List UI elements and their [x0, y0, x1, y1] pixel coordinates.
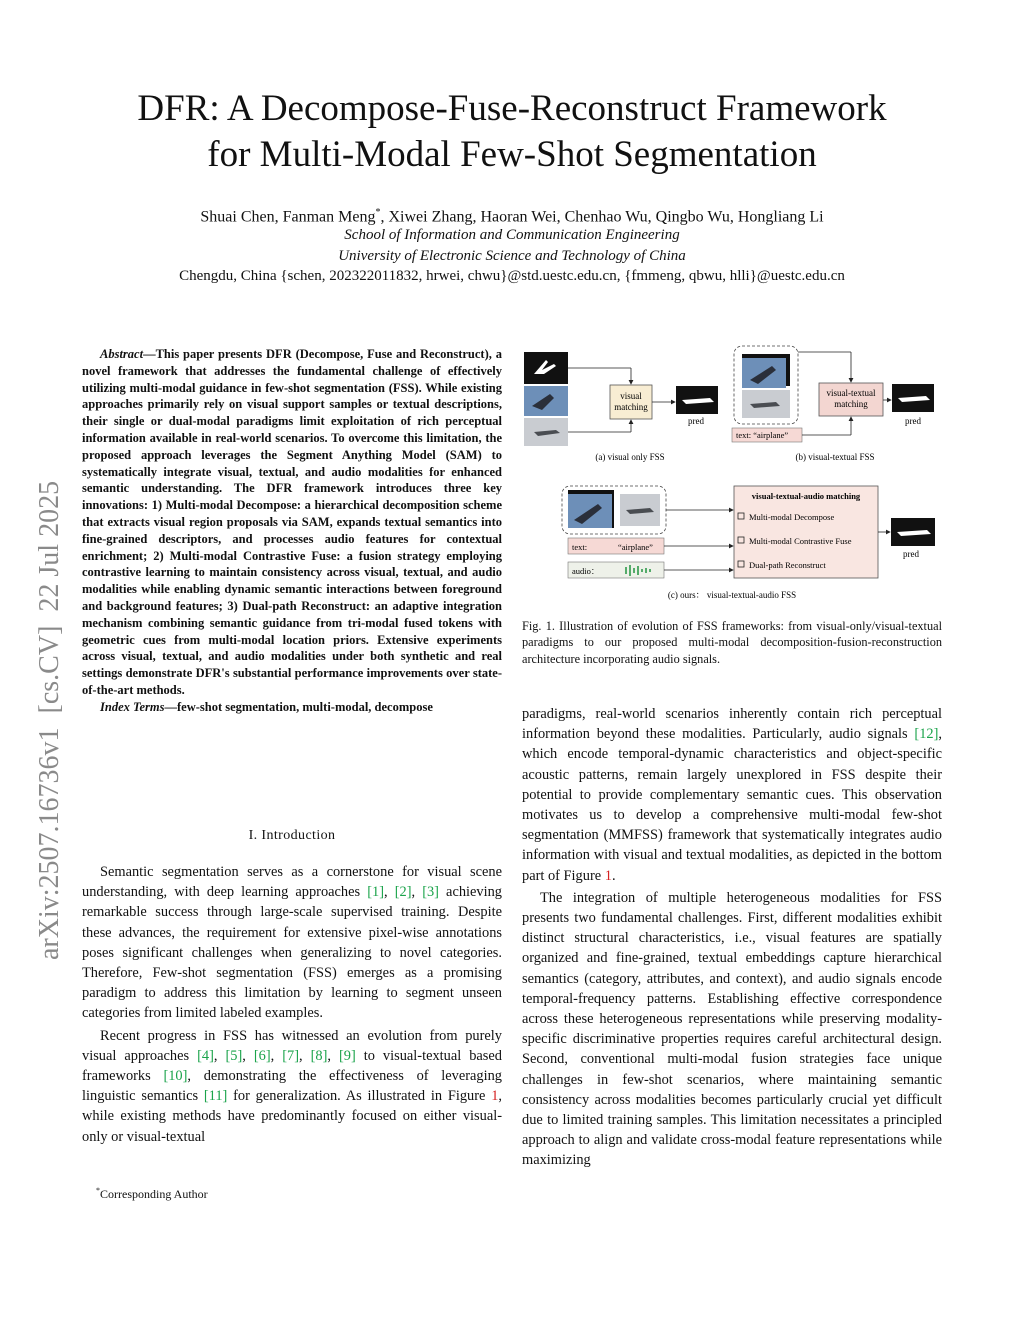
section-heading-introduction: I. Introduction	[248, 828, 336, 843]
vta-item-reconstruct: Dual-path Reconstruct	[749, 560, 826, 570]
pred-label-a: pred	[688, 416, 704, 426]
arxiv-identifier: arXiv:2507.16736v1 [cs.CV] 22 Jul 2025	[34, 480, 65, 960]
affiliation-school: School of Information and Communication Engineering	[344, 227, 680, 243]
citation-link[interactable]: [12]	[914, 726, 939, 743]
citation-link[interactable]: [2]	[394, 884, 412, 901]
title-line-1: DFR: A Decompose-Fuse-Reconstruct Framework	[137, 88, 887, 129]
visual-matching-label-1: visual	[620, 391, 642, 401]
corresponding-mark: *	[375, 207, 381, 218]
citation-link[interactable]: [4]	[197, 1047, 214, 1064]
text-label-c: text:	[572, 542, 588, 552]
paper-title	[0, 86, 1024, 178]
figure-reference-link[interactable]: 1	[604, 867, 612, 884]
pred-label-c: pred	[903, 549, 919, 559]
citation-link[interactable]: [5]	[225, 1047, 243, 1064]
intro-paragraph-1: Semantic segmentation serves as a cornerstone for visual scene understanding, with deep learning approaches [1], [2], [3] achieving remarkable success through large-scale supervised training. Despite these advances, the requirement for extensive pixel-wise annotations poses significant challenges when generalizing to novel categories. Therefore, Few-shot segmentation (FSS) emerges as a promising paradigm to address this limitation by learning to segment unseen categories from limited labeled examples.	[82, 864, 502, 1022]
citation-link[interactable]: [6]	[253, 1047, 271, 1064]
author-address: Chengdu, China {schen, 202322011832, hrwei, chwu}@std.uestc.edu.cn, {fmmeng, qbwu, hlli}@uestc.edu.cn	[179, 268, 845, 284]
citation-link[interactable]: [1]	[367, 884, 384, 901]
airplane-label-c: “airplane”	[618, 542, 653, 552]
authors-first: Shuai Chen, Fanman Meng	[200, 208, 376, 226]
right-paragraph-1: paradigms, real-world scenarios inherently contain rich perceptual information beyond these modalities. Particularly, audio signals [12], which encode temporal-dynamic characteristics and object-specific acoustic patterns, remain largely unexplored in FSS despite their potential to provide complementary semantic cues. This observation motivates us to develop a comprehensive multi-modal few-shot segmentation (MMFSS) framework that systematically integrates audio information with visual and textual modalities, as depicted in the bottom part of Figure 1.	[522, 706, 942, 884]
citation-link[interactable]: [7]	[282, 1047, 299, 1064]
right-paragraph-2: The integration of multiple heterogeneous modalities for FSS presents two fundamental challenges. First, different modalities exhibit distinct structural characteristics, i.e., visual features are spatially organized and fine-grained, textual embeddings capture hierarchical semantics (category, attributes, and context), and audio signals encode temporal-frequency patterns. Establishing effective correspondence across these heterogeneous representations while preserving modality-specific discriminative properties requires careful architectural design. Second, conventional multi-modal fusion strategies face unique challenges in few-shot scenarios, where maintaining semantic consistency across modalities becomes particularly crucial yet difficult due to limited training samples. This limitation necessitates a principled approach to align and validate cross-modal feature representations while maximizing	[522, 889, 942, 1169]
figure-1-caption: Fig. 1. Illustration of evolution of FSS frameworks: from visual-only/visual-textual paradigms to our proposed multi-modal decomposition-fusion-reconstruction architecture incorporating audio signals.	[522, 619, 942, 666]
right-column-body	[522, 704, 942, 1171]
index-terms-text: —few-shot segmentation, multi-modal, decompose	[164, 699, 433, 714]
audio-label: audio：	[572, 566, 600, 576]
text-prompt-label: text: “airplane”	[736, 430, 789, 440]
intro-body	[82, 862, 502, 1147]
figure-reference-link[interactable]: 1	[491, 1088, 499, 1105]
citation-link[interactable]: [11]	[203, 1088, 228, 1105]
index-terms-lead: Index Terms	[100, 699, 165, 714]
panel-a-caption: (a) visual only FSS	[595, 452, 665, 462]
vta-item-decompose: Multi-modal Decompose	[749, 512, 835, 522]
citation-link[interactable]: [10]	[163, 1068, 188, 1085]
vt-matching-label-2: matching	[834, 399, 868, 409]
footnote: *Corresponding Author	[96, 1186, 208, 1201]
vta-item-fuse: Multi-modal Contrastive Fuse	[749, 536, 852, 546]
panel-ours	[562, 486, 935, 600]
citation-link[interactable]: [8]	[310, 1047, 328, 1064]
abstract-lead: Abstract	[100, 347, 144, 361]
panel-visual-textual	[732, 346, 934, 462]
panel-visual-only	[524, 352, 718, 462]
vt-matching-label-1: visual-textual	[826, 388, 876, 398]
visual-matching-label-2: matching	[614, 402, 648, 412]
citation-link[interactable]: [9]	[338, 1047, 356, 1064]
citation-link[interactable]: [3]	[422, 884, 439, 901]
title-line-2: for Multi-Modal Few-Shot Segmentation	[207, 134, 817, 175]
abstract-text: —This paper presents DFR (Decompose, Fuse and Reconstruct), a novel framework that addresses the fundamental challenge of effectively utilizing multi-modal guidance in few-shot segmentation (FSS). While existing approaches primarily rely on visual support samples or textual descriptions, their single or dual-modal paradigms limit exploitation of rich perceptual information available in real-world scenarios. To overcome this limitation, the proposed approach leverages the Segment Anything Model (SAM) to systematically integrate visual, textual, and audio modalities for enhanced semantic understanding. The DFR framework introduces three key innovations: 1) Multi-modal Decompose: a hierarchical decomposition scheme that extracts visual region proposals via SAM, expands textual semantics into fine-grained descriptors, and processes audio features for contextual enrichment; 2) Multi-modal Contrastive Fuse: a fusion strategy employing contrastive learning to maintain consistency across visual, textual, and audio modalities while enabling dynamic semantic interactions between foreground and background features; 3) Dual-path Reconstruct: an adaptive integration mechanism combining semantic guidance from tri-modal fused tokens with geometric cues from multi-modal location priors. Extensive experiments across visual, textual, and audio modalities under both synthetic and real settings demonstrate DFR's substantial performance improvements over state-of-the-art methods.	[82, 347, 502, 697]
author-list	[0, 202, 1024, 227]
abstract	[82, 346, 502, 716]
pred-label-b: pred	[905, 416, 921, 426]
panel-b-caption: (b) visual-textual FSS	[795, 452, 875, 462]
panel-c-caption: (c) ours： visual-textual-audio FSS	[667, 590, 797, 600]
vta-matching-title: visual-textual-audio matching	[751, 491, 861, 501]
authors-rest: , Xiwei Zhang, Haoran Wei, Chenhao Wu, Qingbo Wu, Hongliang Li	[380, 208, 824, 226]
intro-paragraph-2: Recent progress in FSS has witnessed an evolution from purely visual approaches [4], [5], [6], [7], [8], [9] to visual-textual based frameworks [10], demonstrating the effectiveness of leveraging linguistic semantics [11] for generalization. As illustrated in Figure 1, while existing methods have predominantly focused on either visual-only or visual-textual	[82, 1027, 502, 1145]
affiliation-university: University of Electronic Science and Technology of China	[338, 248, 686, 264]
figure-1	[520, 340, 945, 610]
